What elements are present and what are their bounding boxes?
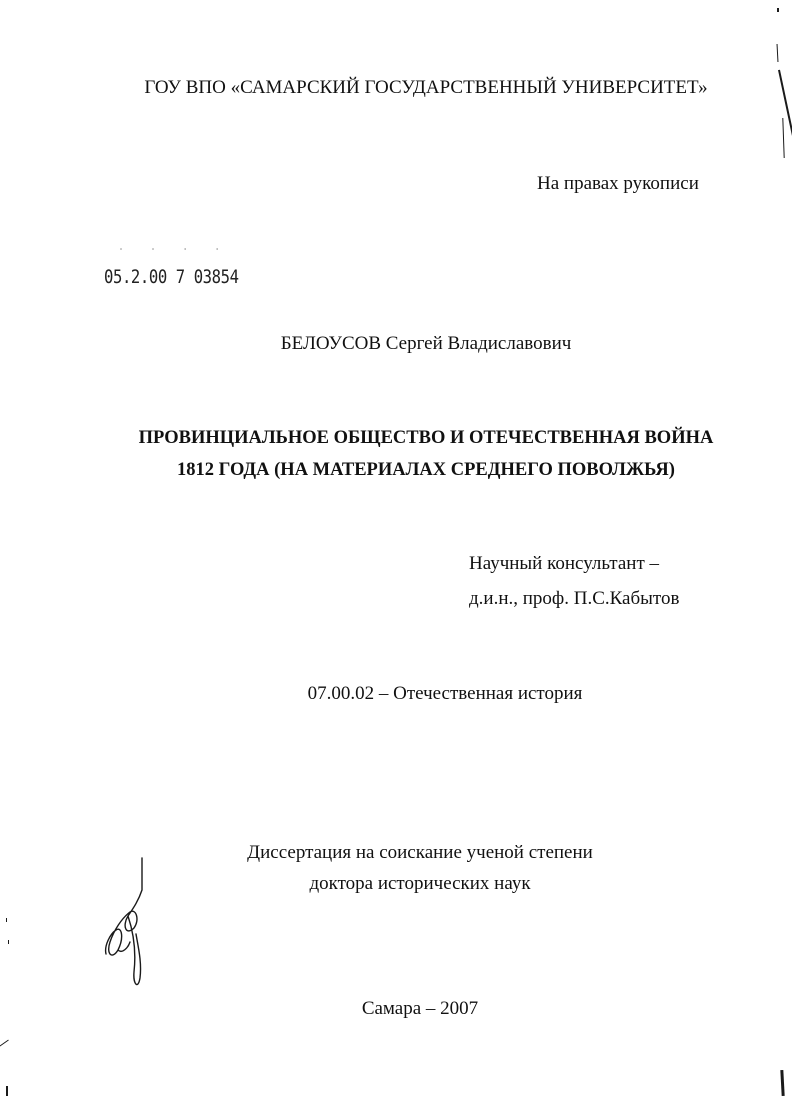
specialty-code: 07.00.02 – Отечественная история (307, 683, 583, 704)
scan-mark-right-edge-3 (782, 118, 784, 158)
manuscript-note: На правах рукописи (537, 173, 699, 194)
dissertation-title-line-2: 1812 ГОДА (НА МАТЕРИАЛАХ СРЕДНЕГО ПОВОЛЖЬЯ) (177, 460, 675, 480)
scan-mark-bottom-right (780, 1070, 784, 1096)
consultant-label: Научный консультант – (469, 553, 659, 574)
scan-mark-right-edge-1 (777, 44, 779, 62)
university-name: ГОУ ВПО «САМАРСКИЙ ГОСУДАРСТВЕННЫЙ УНИВЕРСИТЕТ» (144, 77, 708, 98)
degree-line-2: доктора исторических наук (309, 873, 531, 894)
author-name: БЕЛОУСОВ Сергей Владиславович (280, 333, 572, 354)
degree-line-1: Диссертация на соискание ученой степени (247, 842, 593, 863)
scan-mark-top-right-1 (777, 8, 779, 12)
registration-stamp-number: 05.2.00 7 03854 (104, 266, 239, 288)
scan-mark-left-edge-1 (6, 918, 7, 922)
handwritten-signature-icon (92, 850, 162, 1000)
scan-mark-left-edge-3 (0, 1040, 9, 1053)
consultant-name: д.и.н., проф. П.С.Кабытов (469, 588, 680, 609)
dissertation-title-line-1: ПРОВИНЦИАЛЬНОЕ ОБЩЕСТВО И ОТЕЧЕСТВЕННАЯ ВОЙНА (138, 428, 714, 448)
scan-mark-left-edge-2 (8, 940, 9, 944)
city-and-year: Самара – 2007 (361, 998, 479, 1019)
scan-mark-left-edge-4 (6, 1086, 8, 1096)
stamp-dots: ˙ ˙ ˙ ˙ (118, 248, 231, 259)
